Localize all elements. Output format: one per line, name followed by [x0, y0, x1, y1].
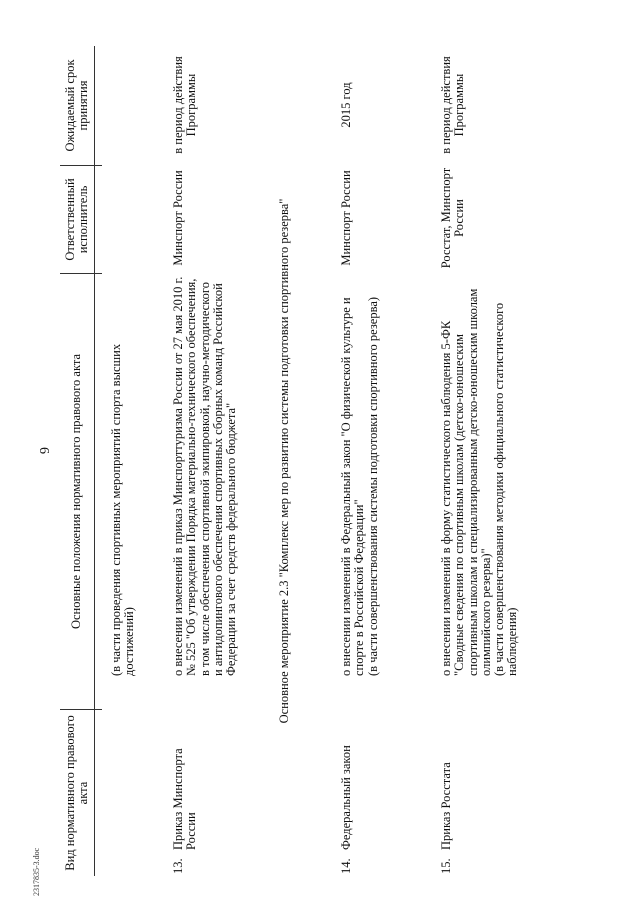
act-provisions: о внесении изменений в Федеральный закон "О физической культуре и спорте в Российской Федерации" (в части совершенствования системы подготовки спортивного резерва) [339, 296, 380, 676]
act-provisions: о внесении изменений в форму статистического наблюдения 5-ФК "Сводные сведения по спортивным школам (детско-юношеским спортивным школам и специализированным детско-юношеским школам олимпийского резерва)" (в части совершенствования методики официального статистического наблюдения) [439, 288, 520, 676]
header-term: Ожидаемый срок принятия [60, 46, 94, 166]
header-act-kind: Вид нормативного правового акта [62, 715, 90, 871]
header-provisions: Основные положения нормативного правового акта [60, 274, 94, 710]
act-kind: Приказ Минспорта России [171, 748, 199, 850]
adoption-term: в период действия Программы [171, 56, 199, 154]
page-number: 6 [36, 447, 51, 454]
column-divider [94, 165, 102, 166]
act-kind: Федеральный закон [339, 745, 353, 850]
act-provisions: о внесении изменений в приказ Минспорттуризма России от 27 мая 2010 г. № 525 "Об утверждении Порядка материально-технического обеспечения, в том числе обеспечения спортивной экипировкой, научно-методического и антидопингового обеспечения спортивных сборных команд Российской Федерации за счет средств федерального бюджета" [171, 276, 239, 676]
section-heading: Основное мероприятие 2.3 "Комплекс мер по развитию системы подготовки спортивного резерва" [277, 198, 291, 724]
row-number: 15. [439, 858, 453, 874]
adoption-term: в период действия Программы [439, 56, 467, 154]
responsible-executor: Минспорт России [339, 170, 353, 266]
adoption-term: 2015 год [339, 82, 353, 128]
column-divider [94, 273, 102, 274]
document-code: 2317835-3.doc [32, 847, 41, 896]
responsible-executor: Минспорт России [171, 170, 185, 266]
responsible-executor: Росстат, Минспорт России [439, 167, 467, 269]
act-kind: Приказ Росстата [439, 762, 453, 850]
header-executor: Ответственный исполнитель [60, 166, 94, 274]
row-number: 13. [171, 858, 185, 874]
continuation-text: (в части проведения спортивных мероприятий спорта высших достижений) [109, 343, 137, 676]
column-divider [94, 709, 102, 710]
row-number: 14. [339, 858, 353, 874]
regulatory-acts-table [60, 46, 580, 876]
header-divider [94, 46, 95, 876]
